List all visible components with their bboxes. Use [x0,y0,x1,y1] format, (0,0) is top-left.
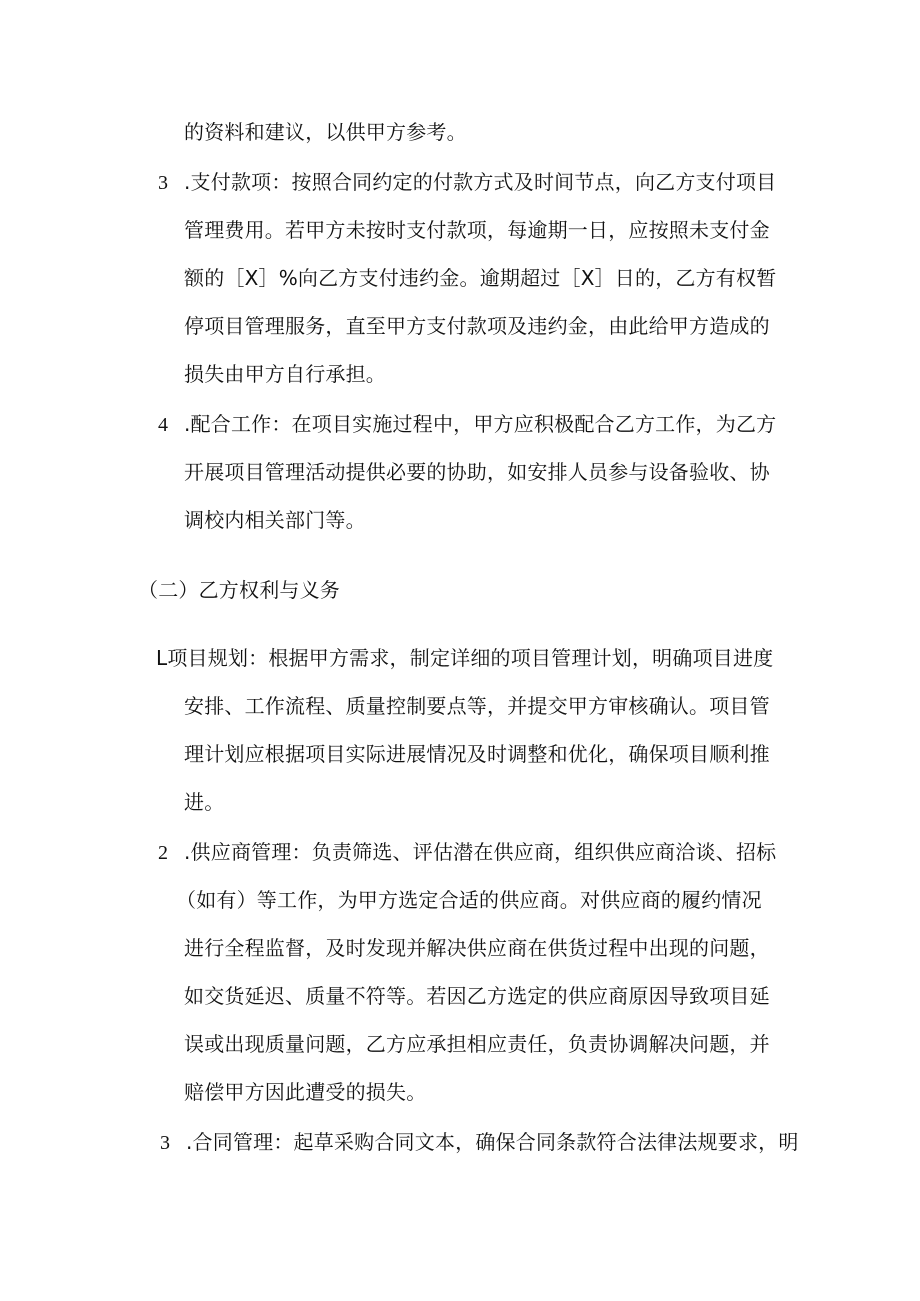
text-line: 安排、工作流程、质量控制要点等，并提交甲方审核确认。项目管 [184,694,770,718]
text-line: 进行全程监督，及时发现并解决供应商在供货过程中出现的问题， [184,936,770,960]
section-heading: （二）乙方权利与义务 [138,578,340,602]
text-line: 赔偿甲方因此遭受的损失。 [184,1080,427,1104]
list-item-4-cooperate: 4 .配合工作：在项目实施过程中，甲方应积极配合乙方工作，为乙方 [158,412,777,436]
list-item-1-planning: L项目规划：根据甲方需求，制定详细的项目管理计划，明确项目进度 [156,646,774,670]
list-item-3-contract: 3 .合同管理：起草采购合同文本，确保合同条款符合法律法规要求，明 [160,1130,799,1154]
list-number: 2 [158,842,169,864]
text-line: 额的［X］%向乙方支付违约金。逾期超过［X］日的，乙方有权暂 [184,266,777,290]
text-line: 误或出现质量问题，乙方应承担相应责任，负责协调解决问题，并 [184,1032,770,1056]
list-item-2-supplier: 2 .供应商管理：负责筛选、评估潜在供应商，组织供应商洽谈、招标 [158,840,777,864]
text-line: 管理费用。若甲方未按时支付款项，每逾期一日，应按照未支付金 [184,218,770,242]
text-line: 损失由甲方自行承担。 [184,362,386,386]
text-line: 开展项目管理活动提供必要的协助，如安排人员参与设备验收、协 [184,460,770,484]
list-item-3-pay: 3 .支付款项：按照合同约定的付款方式及时间节点，向乙方支付项目 [158,170,777,194]
text-line: （如有）等工作，为甲方选定合适的供应商。对供应商的履约情况 [176,888,762,912]
list-number: 3 [160,1132,171,1154]
list-number: 4 [158,414,169,436]
text-line: 理计划应根据项目实际进展情况及时调整和优化，确保项目顺利推 [184,742,770,766]
text-line: 调校内相关部门等。 [184,508,366,532]
text-line: 的资料和建议，以供甲方参考。 [184,120,467,144]
text-line: 进。 [184,790,225,814]
list-number: 3 [158,172,169,194]
text-line: 停项目管理服务，直至甲方支付款项及违约金，由此给甲方造成的 [184,314,770,338]
text-line: 如交货延迟、质量不符等。若因乙方选定的供应商原因导致项目延 [184,984,770,1008]
